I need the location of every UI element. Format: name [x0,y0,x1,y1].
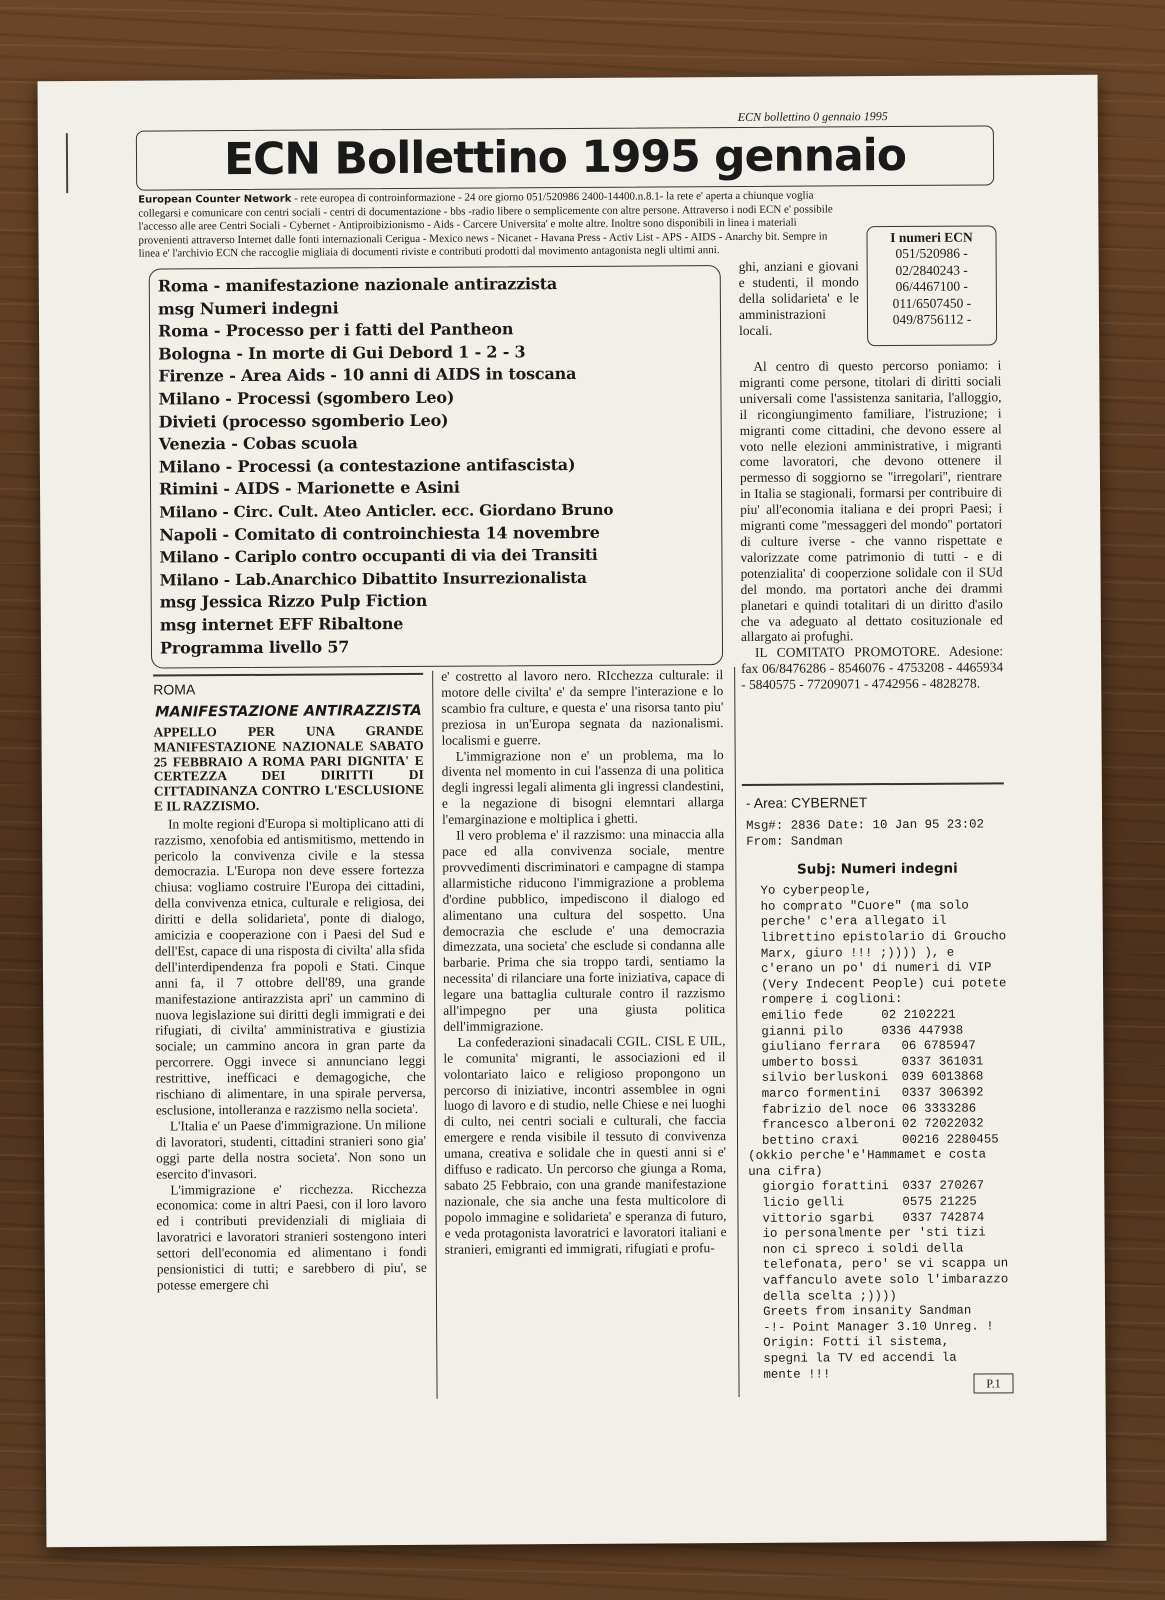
vip-number: 0337 361031 [901,1054,984,1069]
intro-text [138,189,838,261]
toc-item: msg Numeri indegni [157,298,339,319]
article-paragraph: In molte regioni d'Europa si moltiplicano atti di razzismo, xenofobia ed antismitismo, mettendo in pericolo la convivenza civile e la stessa democrazia. L'Europa non deve essere fortezza chiusa: vogliamo costruire l'Europa dei cittadini, della convivenza etnica, culturale e religiosa, dei diritti e della solidarieta', ponte di dialogo, amicizia e cooperazione con i Paesi del Sud e dell'Est, capace di una risposta di civilta' alla sfida dell'interdipendenza fra popoli e Stati. Cinque anni fa, il 7 ottobre dell'89, una grande manifestazione antirazzista apri' un cammino di nuova legislazione sui diritti degli immigrati e dei rifugiati, di civilta' amministrativa e giustizia sociale; un cammino ancora in gran parte da percorrere. Oggi invece si annunciano leggi restrittive, inefficaci e demagogiche, che rischiano di alimentare, in una spirale perversa, esclusione, intolleranza e razzismo nella societa'. [154,814,426,1118]
vip-list-2 [748,1179,1010,1227]
vip-row [748,1085,1010,1102]
vip-name: gianni pilo [761,1023,844,1039]
toc-item: Napoli - Comitato di controinchiesta 14 novembre [159,522,600,545]
cybernet-message [746,793,1012,1383]
vip-number: 02 2102221 [881,1007,956,1023]
toc-item: Milano - Processi (a contestazione antifascista) [158,454,576,477]
vip-row [747,1054,1009,1071]
toc-item: msg Jessica Rizzo Pulp Fiction [159,591,428,612]
article-paragraph: Al centro di questo percorso poniamo: i migranti come persone, titolari di diritti sociali universali come l'assistenza sanitaria, l'alloggio, il ricongiungimento familiare, l'istruzione; i migranti come cittadini, che devono essere al voto nelle elezioni amministrative, i migranti come lavoratori, che devono ottenere il permesso di soggiorno se ''irregolari'', rientrare in Italia se stagionali, formarsi per contribuire di piu' all'economia italiana e dei propri Paesi; i migranti come ''messaggeri del mondo'' portatori di culture iverse - che vanno rispettate e valorizzate come patrimonio di tutti - e di potenzialita' di cooperzione solidale con il SUd del mondo. ma portatori anche dei drammi planetari e quindi totalitari di un diritto d'asilo che va adeguato al dettato cosituzionale ed allargato ai profughi. [739,357,1003,645]
vip-name: umberto bossi [761,1054,859,1070]
column-rule [432,671,437,1399]
toc-item: Divieti (processo sgomberio Leo) [158,410,449,432]
article-column-3 [739,357,1003,693]
vip-number: 0336 447938 [881,1023,964,1038]
vip-row [748,1101,1010,1118]
column-rule [734,667,739,1397]
vip-number: 00216 2280455 [901,1132,999,1147]
article-column-1 [153,681,427,1294]
toc-item: Roma - Processo per i fatti del Pantheon [158,319,514,341]
vip-number: 0337 306392 [901,1085,984,1100]
divider [742,782,1004,785]
toc-item: Rimini - AIDS - Marionette e Asini [158,478,460,499]
toc-item: Milano - Lab.Anarchico Dibattito Insurrezionalista [159,568,587,590]
vip-row [748,1070,1010,1087]
toc-item: Milano - Circ. Cult. Ateo Anticler. ecc. Giordano Bruno [159,500,614,522]
toc-item: Firenze - Area Aids - 10 anni di AIDS in toscana [158,364,577,386]
toc-item: Milano - Processi (sgombero Leo) [158,387,455,409]
message-id: Msg#: 2836 Date: 10 Jan 95 23:02 [746,817,985,833]
ecn-number: 049/8756112 - [892,311,972,328]
vip-name: francesco alberoni [761,1117,896,1132]
message-subject: Subj: Numeri indegni [796,860,958,878]
article-paragraph: ghi, anziani e giovani e studenti, il mondo della solidarieta' e le amministrazioni locali. [738,258,859,338]
vip-row [748,1210,1010,1227]
vip-name: vittorio sgarbi [762,1210,875,1226]
table-of-contents [149,265,723,668]
ecn-numbers-title: I numeri ECN [890,229,973,246]
vip-name: marco formentini [761,1086,881,1101]
header-dateline: ECN bollettino 0 gennaio 1995 [737,109,888,124]
vip-number: 0337 742874 [902,1210,985,1225]
toc-item: Bologna - In morte di Gui Debord 1 - 2 - 3 [158,342,526,364]
ecn-number: 011/6507450 - [892,295,972,311]
article-appeal: APPELLO PER UNA GRANDE MANIFESTAZIONE NAZIONALE SABATO 25 FEBBRAIO A ROMA PARI DIGNITA' E CERTEZZA DEI DIRITTI DI CITTADINANZA CONTRO L'ESCLUSIONE E IL RAZZISMO. [153,722,424,814]
vip-list [747,1007,1010,1149]
newsletter-page [38,75,1107,1547]
vip-name: giorgio forattini [762,1179,889,1195]
article-paragraph: La confederazioni sinadacali CGIL. CISL E UIL, le comunita' migranti, le associazioni ed il volontariato laico e religioso propongono un percorso di iniziative, incontri assemblee in ogni luogo di lavoro e di studio, nelle Chiese e nei luoghi di culto, nei centri sociali e culturali, che faccia emergere e renda visibile il tessuto di convivenza umana, creativa e solidale che in questi anni si e' diffuso e radicato. Un percorso che giunga a Roma, sabato 25 Febbraio, con una grande manifestazione nazionale, che sia anche una festa multicolore di popolo immagine e solidarieta' e speranza di futuro, e veda protagonista lavoratrici e lavoratori italiani e stranieri, emigranti ed immigrati, rifugiati e profu- [443,1032,727,1257]
craxi-note: (okkio perche'e'Hammamet e costa una cifra) [748,1147,987,1179]
article-paragraph: Il vero problema e' il razzismo: una minaccia alla pace ed alla convivenza sociale, mentre provvedimenti discriminatori e campagne di stampa allarmistiche riducono l'immigrazione a problema d'ordine pubblico, impediscono il dialogo ed alimentano una cultura del sospetto. Una democrazia che esclude e' una democrazia dimezzata, una societa' che esclude si condanna alle barbarie. Prima che sia troppo tardi, sentiamo la necessita' di rilanciare una forte iniziativa, capace di legare una battaglia culturale contro il razzismo all'impegno per una giusta politica dell'immigrazione. [442,826,726,1034]
vip-row [747,1007,1009,1024]
ecn-number: 051/520986 - [895,245,968,262]
vip-number: 039 6013868 [901,1069,984,1085]
article-paragraph: L'Italia e' un Paese d'immigrazione. Un milione di lavoratori, studenti, cittadini stranieri sono gia' oggi parte della nostra societa'. Non sono un esercito d'invasori. [155,1116,427,1182]
vip-number: 06 3333286 [901,1101,977,1116]
divider [153,673,423,676]
message-greeting: Yo cyberpeople, [760,883,873,899]
article-paragraph: L'immigrazione non e' un problema, ma lo diventa nel momento in cui l'assenza di una politica degli ingressi legali alimenta gli ingressi clandestini, e la negazione di bisogni elemntari allarga l'emarginazione e moltiplica i ghetti. [441,746,724,827]
committee-paragraph: IL COMITATO PROMOTORE. Adesione: fax 06/8476286 - 8546076 - 4753208 - 4465934 - 5840575 - 77209071 - 4742956 - 4828278. [741,643,1004,693]
toc-item: msg internet EFF Ribaltone [159,613,404,635]
vip-row [747,1023,1009,1040]
vip-number: 0575 21225 [902,1194,977,1210]
masthead-title: ECN Bollettino 1995 gennaio [136,125,994,190]
page-number: P.1 [973,1373,1013,1393]
vip-name: giuliano ferrara [761,1039,881,1054]
vip-name: fabrizio del noce [761,1101,889,1117]
toc-item: Milano - Cariplo contro occupanti di via dei Transiti [159,545,598,567]
vip-name: licio gelli [762,1195,845,1210]
ecn-number: 02/2840243 - [895,262,968,278]
article-paragraph: L'immigrazione e' ricchezza. Ricchezza economica: come in altri Paesi, con il loro lavoro ed i contributi previdenziali di migliaia di lavoratrici e lavoratori stranieri sostengono interi settori dell'economia ed alimentano i fondi pensionistici di tutti; e sarebbero di piu', se potesse emergere chi [156,1180,427,1293]
toc-item: Programma livello 57 [159,636,350,658]
vip-name: emilio fede [761,1008,844,1023]
intro-body: - rete europea di controinformazione - 24 ore giorno 051/520986 2400-14400.n.8.1- la rete e' aperta a chiunque voglia collegarsi e comunicare con centri sociali - centri di documentazione - bbs -radio libere o semplicemente con altre persone. Attraverso i nodi ECN e' possibile l'accesso alle aree Centri Sociali - Cybernet - Antiproibizionismo - Aids - Carcere Universita' e molte altre. Inoltre sono disponibili in linea i materiali provenienti attraverso Internet dalle fonti internazionali Cerigua - Mexico news - Nicanet - Havana Press - Activ List - APS - AIDS - Anarchy bit. Sempre in linea e' l'archivio ECN che raccoglie migliaia di documenti riviste e contributi prodotti dal movimento antagonista negli ultimi anni. [138,189,833,261]
org-name: European Counter Network [138,193,292,206]
message-greets: Greets from insanity Sandman [763,1303,972,1320]
vip-number: 02 72022032 [901,1116,984,1132]
message-from: From: Sandman [746,833,843,849]
toc-item: Roma - manifestazione nazionale antirazzista [157,274,558,296]
section-label: ROMA [153,681,196,698]
article-paragraph: e' costretto al lavoro nero. RIcchezza culturale: il motore delle civilta' e' da sempre l'interazione e lo scambio fra culture, e questa e' una risorsa tanto piu' preziosa in un'Europa segnata da nazionalismi. localismi e guerre. [441,667,724,748]
vip-row [748,1132,1010,1149]
article-column-2 [441,667,727,1257]
message-origin: Origin: Fotti il sistema, spegni la TV ed accendi la mente !!! [763,1335,957,1382]
vip-number: 0337 270267 [902,1178,985,1194]
article-column-3-top [739,258,859,338]
message-body: ho comprato "Cuore" (ma solo perche' c'era allegato il librettino epistolario di Groucho Marx, giuro !!! ;)))) ), e c'erano un po' di numeri di VIP (Very Indecent People) cui potete rompere i coglioni: [760,898,1007,1008]
vip-name: bettino craxi [761,1132,859,1148]
article-title: MANIFESTAZIONE ANTIRAZZISTA [155,702,422,721]
message-closing: io personalmente per 'sti tizi non ci spreco i soldi della telefonata, pero' se vi scappa un vaffanculo avete solo l'imbarazzo della scelta ;)))) [762,1225,1009,1304]
margin-mark [66,133,68,193]
vip-row [748,1116,1010,1133]
vip-row [747,1038,1009,1055]
ecn-number: 06/4467100 - [895,278,969,295]
toc-item: Venezia - Cobas scuola [158,433,358,454]
vip-row [748,1179,1010,1196]
vip-row [748,1194,1010,1211]
message-area: - Area: CYBERNET [745,794,868,811]
message-point: -!- Point Manager 3.10 Unreg. ! [763,1319,994,1335]
ecn-numbers-box [866,225,997,346]
vip-name: silvio berluskoni [761,1070,889,1086]
vip-number: 06 6785947 [901,1038,976,1054]
